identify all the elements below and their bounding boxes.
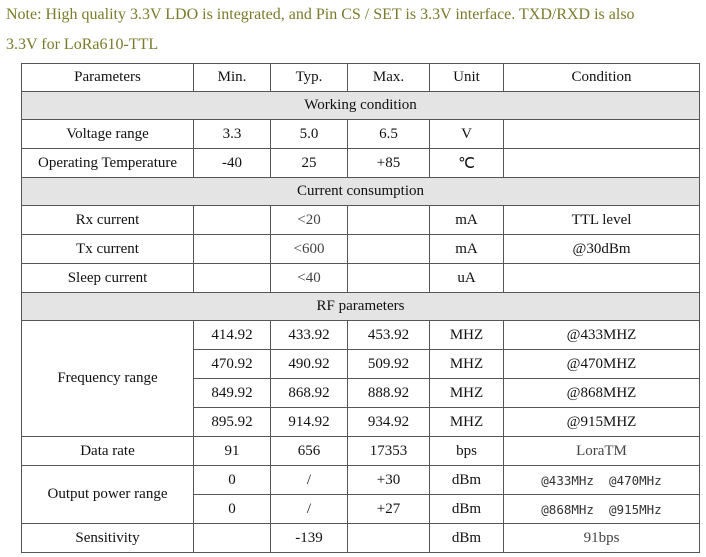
cell-max: 6.5 <box>348 120 430 149</box>
note-text <box>6 0 706 60</box>
cell-condition: 91bps <box>504 524 700 553</box>
cell-unit: MHZ <box>430 321 504 350</box>
column-header: Parameters <box>22 64 194 92</box>
table-row <box>22 206 700 235</box>
cell-min: 0 <box>194 495 271 524</box>
cell-unit: uA <box>430 264 504 293</box>
cell-condition: @868MHZ <box>504 379 700 408</box>
table-row <box>22 149 700 178</box>
param-name: Operating Temperature <box>22 149 194 178</box>
table-header-row <box>22 64 700 92</box>
cell-min: 470.92 <box>194 350 271 379</box>
cell-unit: dBm <box>430 524 504 553</box>
cell-unit: mA <box>430 206 504 235</box>
section-row-working <box>22 92 700 120</box>
cell-unit: V <box>430 120 504 149</box>
cell-min <box>194 206 271 235</box>
cell-min <box>194 524 271 553</box>
table-row <box>22 321 700 350</box>
table-row <box>22 437 700 466</box>
cell-typ: 25 <box>271 149 348 178</box>
cell-typ: <40 <box>271 264 348 293</box>
param-name: Data rate <box>22 437 194 466</box>
table-row <box>22 120 700 149</box>
cell-typ: / <box>271 466 348 495</box>
table-row <box>22 235 700 264</box>
cell-min: 895.92 <box>194 408 271 437</box>
section-title: Current consumption <box>22 178 700 206</box>
cell-max <box>348 264 430 293</box>
cell-max <box>348 206 430 235</box>
cell-unit: dBm <box>430 466 504 495</box>
table-row <box>22 524 700 553</box>
cell-condition: @433MHz @470MHz <box>504 466 700 495</box>
note-line-2: 3.3V for LoRa610-TTL <box>6 36 159 53</box>
cell-condition: LoraTM <box>504 437 700 466</box>
param-name: Voltage range <box>22 120 194 149</box>
cell-unit: MHZ <box>430 408 504 437</box>
cell-unit: MHZ <box>430 350 504 379</box>
cell-unit: dBm <box>430 495 504 524</box>
cell-max: 453.92 <box>348 321 430 350</box>
cell-typ: 5.0 <box>271 120 348 149</box>
section-title: RF parameters <box>22 293 700 321</box>
cell-max: 934.92 <box>348 408 430 437</box>
cell-condition: @433MHZ <box>504 321 700 350</box>
cell-typ: <600 <box>271 235 348 264</box>
cell-condition: @868MHz @915MHz <box>504 495 700 524</box>
cell-condition <box>504 120 700 149</box>
cell-min: 849.92 <box>194 379 271 408</box>
column-header: Max. <box>348 64 430 92</box>
cell-max: +27 <box>348 495 430 524</box>
cell-typ: / <box>271 495 348 524</box>
column-header: Unit <box>430 64 504 92</box>
cell-unit: mA <box>430 235 504 264</box>
cell-condition <box>504 149 700 178</box>
param-name: Output power range <box>22 466 194 524</box>
cell-min <box>194 235 271 264</box>
cell-min <box>194 264 271 293</box>
cell-typ: 868.92 <box>271 379 348 408</box>
parameters-table <box>21 63 700 553</box>
param-name: Sleep current <box>22 264 194 293</box>
note-line-1: Note: High quality 3.3V LDO is integrated, and Pin CS / SET is 3.3V interface. TXD/RXD is also <box>6 6 635 23</box>
param-name: Sensitivity <box>22 524 194 553</box>
cell-max: 888.92 <box>348 379 430 408</box>
cell-max: +85 <box>348 149 430 178</box>
param-name: Frequency range <box>22 321 194 437</box>
cell-max: 509.92 <box>348 350 430 379</box>
cell-min: -40 <box>194 149 271 178</box>
cell-typ: 914.92 <box>271 408 348 437</box>
cell-typ: -139 <box>271 524 348 553</box>
cell-unit: bps <box>430 437 504 466</box>
param-name: Rx current <box>22 206 194 235</box>
cell-condition: TTL level <box>504 206 700 235</box>
column-header: Condition <box>504 64 700 92</box>
cell-min: 91 <box>194 437 271 466</box>
column-header: Min. <box>194 64 271 92</box>
section-row-rf <box>22 293 700 321</box>
table-row <box>22 466 700 495</box>
cell-condition: @915MHZ <box>504 408 700 437</box>
cell-condition: @30dBm <box>504 235 700 264</box>
column-header: Typ. <box>271 64 348 92</box>
section-row-current <box>22 178 700 206</box>
cell-typ: <20 <box>271 206 348 235</box>
cell-unit: MHZ <box>430 379 504 408</box>
section-title: Working condition <box>22 92 700 120</box>
cell-min: 3.3 <box>194 120 271 149</box>
cell-max <box>348 524 430 553</box>
cell-unit: ℃ <box>430 149 504 178</box>
cell-min: 414.92 <box>194 321 271 350</box>
param-name: Tx current <box>22 235 194 264</box>
cell-condition <box>504 264 700 293</box>
cell-min: 0 <box>194 466 271 495</box>
cell-typ: 433.92 <box>271 321 348 350</box>
cell-max: 17353 <box>348 437 430 466</box>
cell-condition: @470MHZ <box>504 350 700 379</box>
cell-typ: 490.92 <box>271 350 348 379</box>
cell-max: +30 <box>348 466 430 495</box>
cell-max <box>348 235 430 264</box>
cell-typ: 656 <box>271 437 348 466</box>
table-row <box>22 264 700 293</box>
